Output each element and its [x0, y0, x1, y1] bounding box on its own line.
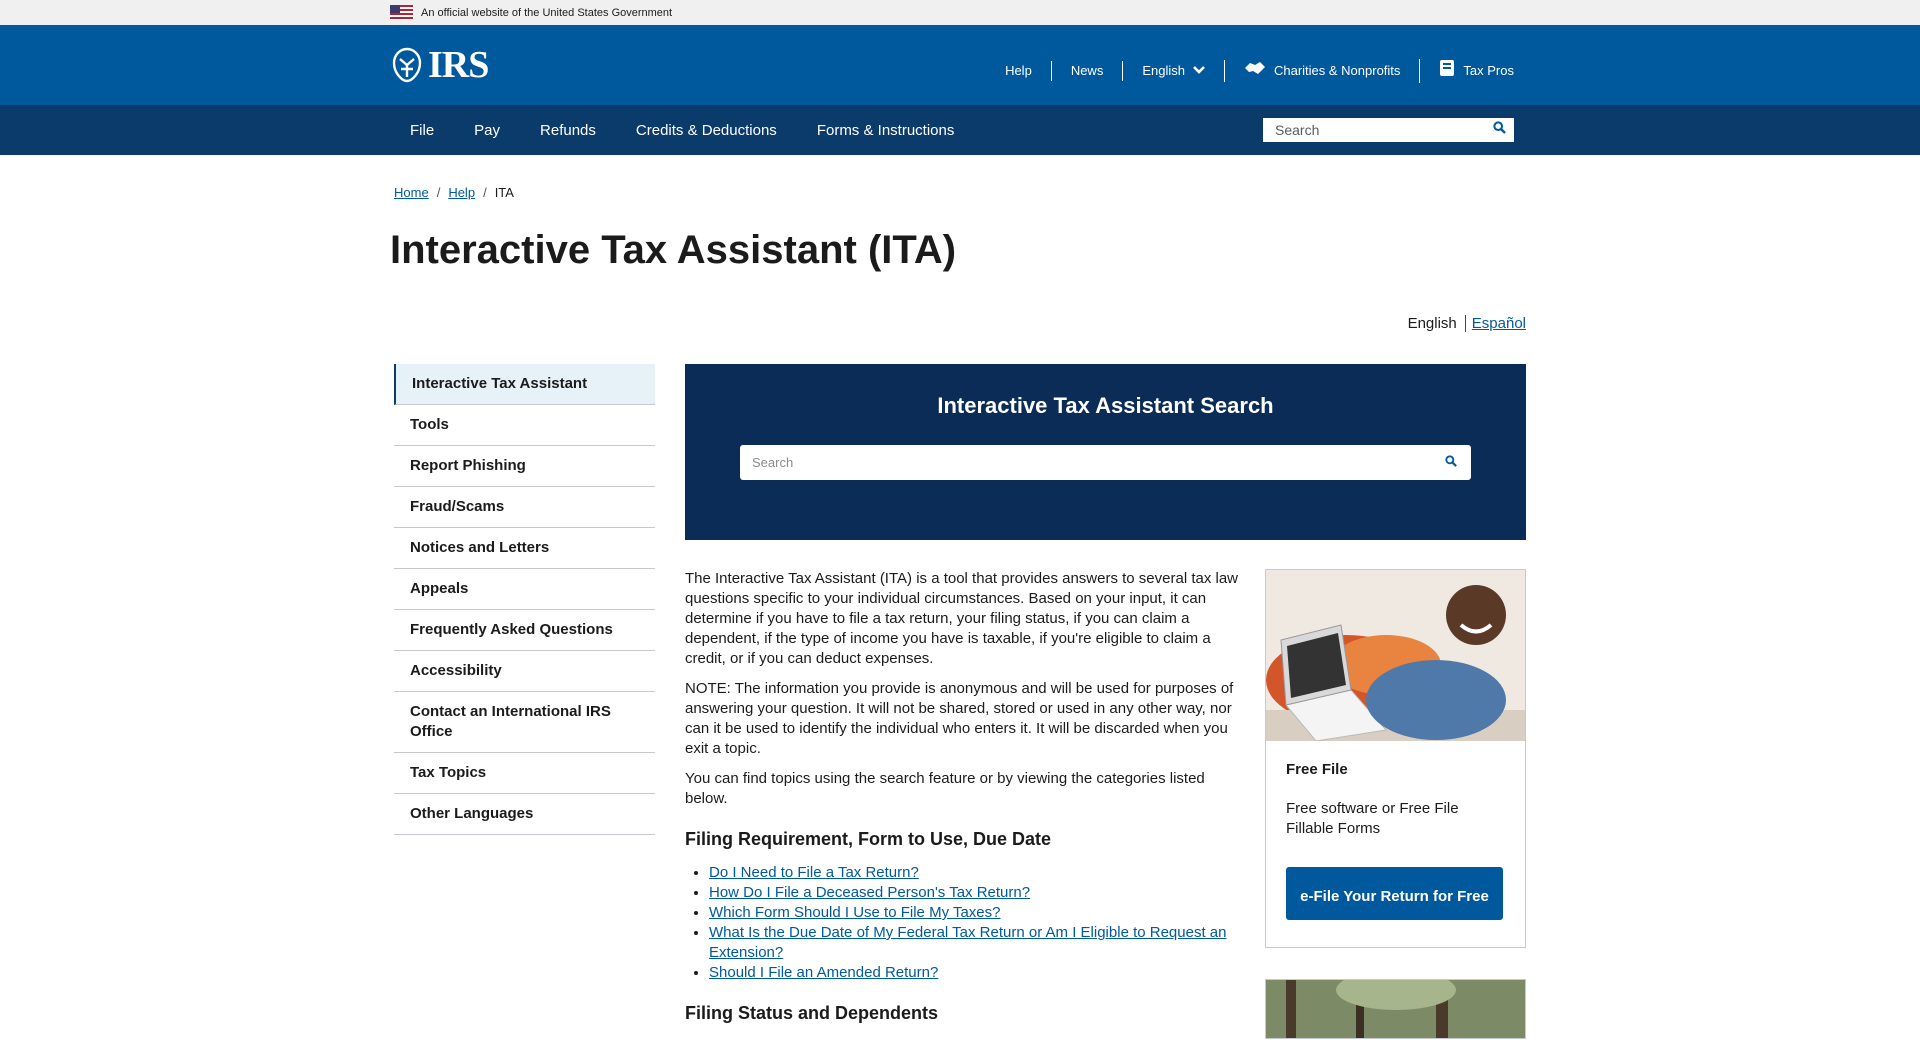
list-item	[709, 923, 1241, 963]
note-paragraph: NOTE: The information you provide is anonymous and will be used for purposes of answering your question. It will not be shared, stored or used in any other way, nor can it be used to identify the individual who enters it. It will be discarded when you exit a topic.	[685, 680, 1234, 757]
nav-search-box	[1263, 118, 1514, 142]
language-switcher	[1408, 315, 1526, 332]
ita-search-panel	[685, 364, 1526, 540]
language-dropdown[interactable]	[1122, 61, 1224, 81]
section-heading-filing-requirement: Filing Requirement, Form to Use, Due Date	[685, 829, 1052, 849]
sidebar-nav	[394, 364, 655, 835]
logo-text: IRS	[428, 44, 489, 86]
main-content	[685, 569, 1241, 1037]
util-help-label: Help	[1005, 63, 1032, 78]
list-item	[709, 863, 1241, 883]
main-nav-list	[390, 122, 974, 139]
sidebar-item-notices-letters[interactable]: Notices and Letters	[394, 528, 655, 569]
sidebar-item-international-office[interactable]: Contact an International IRS Office	[394, 692, 655, 753]
sidebar-item-report-phishing[interactable]: Report Phishing	[394, 446, 655, 487]
chevron-down-icon	[1193, 61, 1205, 81]
link-need-to-file[interactable]: Do I Need to File a Tax Return?	[709, 864, 919, 881]
link-amended-return[interactable]: Should I File an Amended Return?	[709, 964, 939, 981]
irs-logo[interactable]	[390, 43, 488, 87]
sidebar-item-ita[interactable]: Interactive Tax Assistant	[394, 364, 655, 405]
nav-search-input[interactable]	[1275, 122, 1475, 138]
free-file-card	[1265, 569, 1526, 948]
util-help-link[interactable]	[986, 61, 1051, 81]
breadcrumb-separator: /	[436, 185, 441, 200]
gov-banner-text: An official website of the United States Government	[421, 6, 673, 19]
breadcrumb-separator: /	[483, 185, 487, 200]
gov-banner	[0, 0, 1920, 25]
site-header	[0, 25, 1920, 105]
language-label: English	[1142, 63, 1185, 78]
util-news-link[interactable]	[1051, 61, 1123, 81]
promo-title: Free File	[1286, 761, 1348, 778]
util-taxpros-link[interactable]	[1419, 59, 1526, 83]
efile-button[interactable]: e-File Your Return for Free	[1286, 867, 1503, 920]
breadcrumb	[394, 185, 514, 200]
section-heading-filing-status: Filing Status and Dependents	[685, 1003, 939, 1023]
sidebar-item-other-languages[interactable]: Other Languages	[394, 794, 655, 835]
link-deceased-return[interactable]: How Do I File a Deceased Person's Tax Return?	[709, 884, 1031, 901]
sidebar-item-faq[interactable]: Frequently Asked Questions	[394, 610, 655, 651]
eagle-icon	[390, 47, 424, 83]
lang-current: English	[1408, 315, 1466, 332]
intro-paragraph: The Interactive Tax Assistant (ITA) is a tool that provides answers to several tax law questions specific to your individual circumstances. Based on your input, it can determine if you have to file a tax return, your filing status, if you can claim a dependent, if the type of income you have is taxable, if you're eligible to claim a credit, or if you can deduct expenses.	[685, 570, 1239, 667]
second-promo-image	[1265, 979, 1526, 1039]
search-icon[interactable]	[1493, 121, 1506, 139]
breadcrumb-current: ITA	[494, 185, 514, 200]
util-news-label: News	[1070, 63, 1104, 78]
link-due-date-extension[interactable]: What Is the Due Date of My Federal Tax Return or Am I Eligible to Request an Extension?	[709, 924, 1227, 961]
lang-espanol-link[interactable]: Español	[1471, 315, 1526, 332]
breadcrumb-help[interactable]: Help	[448, 185, 476, 200]
list-item	[709, 963, 1241, 983]
promo-body	[1266, 741, 1525, 940]
nav-forms-instructions[interactable]: Forms & Instructions	[816, 121, 955, 139]
nav-credits-deductions[interactable]: Credits & Deductions	[635, 121, 777, 139]
utility-nav	[986, 59, 1526, 83]
book-icon	[1439, 59, 1455, 83]
topics-paragraph: You can find topics using the search feature or by viewing the categories listed below.	[685, 770, 1205, 807]
sidebar-item-tax-topics[interactable]: Tax Topics	[394, 753, 655, 794]
breadcrumb-home[interactable]: Home	[394, 185, 429, 200]
util-charities-label: Charities & Nonprofits	[1273, 63, 1401, 78]
list-item	[709, 883, 1241, 903]
sidebar-item-appeals[interactable]: Appeals	[394, 569, 655, 610]
link-which-form[interactable]: Which Form Should I Use to File My Taxes?	[709, 904, 1001, 921]
util-charities-link[interactable]	[1224, 60, 1419, 82]
sidebar-item-accessibility[interactable]: Accessibility	[394, 651, 655, 692]
promo-image	[1266, 570, 1525, 741]
page-body	[390, 155, 1526, 1040]
nav-file[interactable]: File	[410, 121, 435, 139]
search-icon[interactable]	[1445, 454, 1457, 472]
ita-search-title: Interactive Tax Assistant Search	[937, 393, 1274, 418]
promo-description: Free software or Free File Fillable Forms	[1286, 800, 1459, 837]
nav-pay[interactable]: Pay	[474, 121, 501, 139]
ita-search-box	[740, 445, 1471, 480]
ita-search-input[interactable]	[752, 455, 1402, 470]
sidebar-item-fraud-scams[interactable]: Fraud/Scams	[394, 487, 655, 528]
main-nav	[0, 105, 1920, 155]
nav-refunds[interactable]: Refunds	[540, 121, 596, 139]
us-flag-icon	[390, 5, 413, 20]
handshake-icon	[1244, 60, 1266, 82]
sidebar-item-tools[interactable]: Tools	[394, 405, 655, 446]
filing-requirement-links	[685, 863, 1241, 983]
page-title: Interactive Tax Assistant (ITA)	[390, 228, 957, 272]
util-taxpros-label: Tax Pros	[1463, 63, 1514, 78]
list-item	[709, 903, 1241, 923]
